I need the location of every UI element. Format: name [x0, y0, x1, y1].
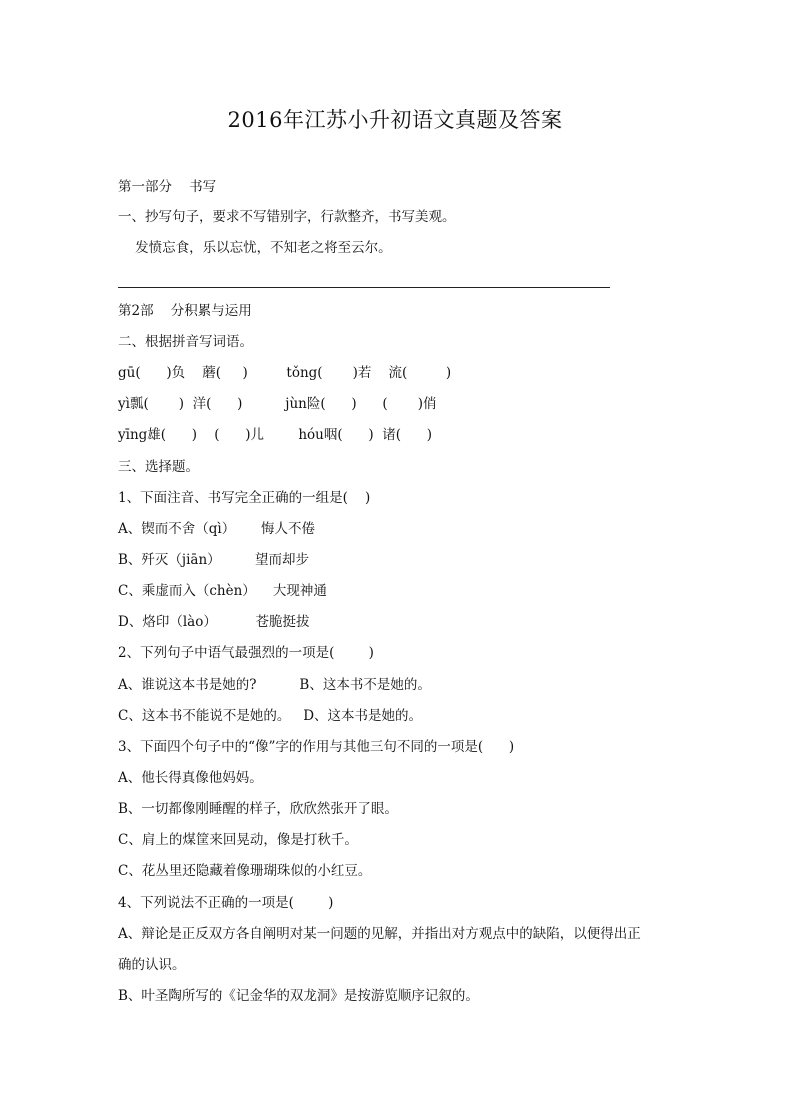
answer-option: C、肩上的煤筐来回晃动，像是打秋千。 [118, 832, 358, 848]
question-text: 二、根据拼音写词语。 [118, 334, 253, 350]
answer-option: A、他长得真像他妈妈。 [118, 770, 263, 786]
question-text: 一、抄写句子，要求不写错别字，行款整齐，书写美观。 [118, 209, 456, 225]
question-text: 3、下面四个句子中的“像”字的作用与其他三句不同的一项是( ) [118, 739, 515, 755]
section-heading: 第2部 分积累与运用 [118, 303, 252, 319]
pinyin-row: gū( )负 蘑( ) tǒng( )若 流( ) [118, 365, 452, 381]
pinyin-row: yì瓢( ) 洋( ) jùn险( ) ( )俏 [118, 396, 437, 412]
answer-option: B、歼灭（jiān） 望而却步 [118, 552, 309, 568]
section-heading: 第一部分 书写 [118, 179, 217, 195]
document-title: 2016年江苏小升初语文真题及答案 [227, 108, 563, 132]
answer-option: D、烙印（lào） 苍脆挺拔 [118, 614, 310, 630]
answer-option: C、这本书不能说不是她的。 D、这本书是她的。 [118, 708, 423, 724]
answer-option: 确的认识。 [118, 957, 186, 973]
pinyin-row: yīng雄( ) ( )儿 hóu咽( ) 诸( ) [118, 427, 433, 443]
answer-option: C、乘虚而入（chèn） 大现神通 [118, 583, 327, 599]
question-text: 2、下列句子中语气最强烈的一项是( ) [118, 645, 374, 661]
answer-option: B、叶圣陶所写的《记金华的双龙洞》是按游览顺序记叙的。 [118, 988, 479, 1004]
answer-option: B、一切都像刚睡醒的样子，欣欣然张开了眼。 [118, 801, 398, 817]
answer-option: A、锲而不舍（qì） 悔人不倦 [118, 521, 315, 537]
answer-option: C、花丛里还隐藏着像珊瑚珠似的小红豆。 [118, 863, 372, 879]
writing-line [118, 287, 610, 288]
answer-option: A、谁说这本书是她的? B、这本书不是她的。 [118, 677, 431, 693]
question-text: 三、选择题。 [118, 459, 199, 475]
question-text: 1、下面注音、书写完全正确的一组是( ) [118, 490, 371, 506]
answer-option: A、辩论是正反双方各自阐明对某一问题的见解，并指出对方观点中的缺陷，以便得出正 [118, 926, 641, 942]
question-text: 4、下列说法不正确的一项是( ) [118, 895, 334, 911]
copy-sentence: 发愤忘食，乐以忘忧，不知老之将至云尔。 [118, 240, 392, 256]
